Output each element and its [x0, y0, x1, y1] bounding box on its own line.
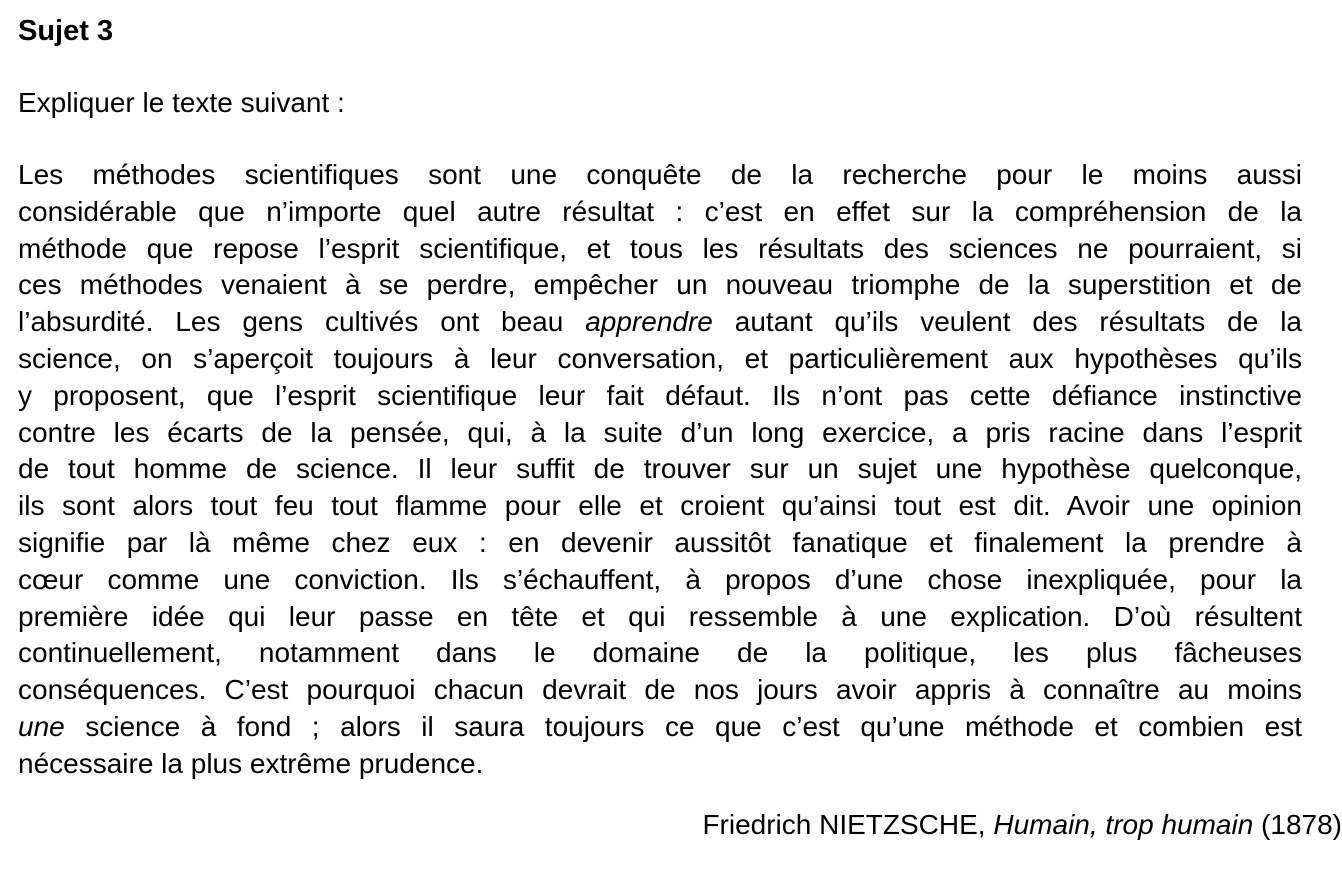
text-line — [18, 194, 1302, 231]
text-segment: autant qu’ils veulent des résultats de la — [712, 306, 1302, 338]
text-line — [18, 415, 1302, 452]
text-line — [18, 378, 1302, 415]
document-page — [18, 12, 1302, 783]
text-line — [18, 488, 1302, 525]
text-line — [18, 231, 1302, 268]
text-line — [18, 157, 1302, 194]
text-line — [18, 672, 1302, 709]
text-line — [18, 599, 1302, 636]
text-segment: continuellement, notamment dans le domaine de la politique, les plus fâcheuses — [18, 637, 1302, 669]
citation-work-title: Humain, trop humain — [993, 809, 1254, 840]
text-segment: science, on s’aperçoit toujours à leur conversation, et particulièrement aux hypothèses qu’ils — [18, 342, 1302, 374]
text-line — [18, 746, 1302, 783]
text-segment: de tout homme de science. Il leur suffit de trouver sur un sujet une hypothèse quelconque, — [18, 453, 1302, 485]
text-segment: cœur comme une conviction. Ils s’échauffent, à propos d’une chose inexpliquée, pour la — [18, 563, 1302, 595]
text-line — [18, 635, 1302, 672]
text-line — [18, 525, 1302, 562]
text-segment: ils sont alors tout feu tout flamme pour elle et croient qu’ainsi tout est dit. Avoir une opinion — [18, 490, 1302, 522]
text-line — [18, 562, 1302, 599]
text-line — [18, 451, 1302, 488]
citation — [702, 806, 1342, 844]
text-line — [18, 304, 1302, 341]
text-body — [18, 157, 1302, 783]
subject-heading: Sujet 3 — [18, 15, 114, 47]
text-line — [18, 341, 1302, 378]
instruction-text: Expliquer le texte suivant : — [18, 87, 345, 118]
italic-word: apprendre — [585, 306, 713, 338]
italic-word: une — [18, 710, 65, 742]
text-segment: considérable que n’importe quel autre résultat : c’est en effet sur la compréhension de la — [18, 195, 1302, 227]
text-segment: conséquences. C’est pourquoi chacun devrait de nos jours avoir appris à connaître au moins — [18, 674, 1302, 706]
text-line — [18, 709, 1302, 746]
text-segment: Les méthodes scientifiques sont une conquête de la recherche pour le moins aussi — [18, 159, 1302, 190]
text-segment: contre les écarts de la pensée, qui, à la suite d’un long exercice, a pris racine dans l’esprit — [18, 416, 1302, 448]
citation-year: (1878) — [1253, 809, 1342, 840]
text-segment: méthode que repose l’esprit scientifique, et tous les résultats des sciences ne pourraient, si — [18, 232, 1302, 264]
citation-author: Friedrich NIETZSCHE, — [702, 809, 994, 840]
text-segment: nécessaire la plus extrême prudence. — [18, 747, 484, 779]
text-line — [18, 267, 1302, 304]
text-segment: science à fond ; alors il saura toujours ce que c’est qu’une méthode et combien est — [64, 710, 1302, 742]
text-segment: ces méthodes venaient à se perdre, empêcher un nouveau triomphe de la superstition et de — [18, 269, 1302, 301]
text-segment: l’absurdité. Les gens cultivés ont beau — [18, 306, 586, 338]
text-segment: première idée qui leur passe en tête et qui ressemble à une explication. D’où résultent — [18, 600, 1302, 632]
text-segment: signifie par là même chez eux : en devenir aussitôt fanatique et finalement la prendre à — [18, 526, 1302, 558]
text-segment: y proposent, que l’esprit scientifique leur fait défaut. Ils n’ont pas cette défiance instinctive — [18, 379, 1302, 411]
